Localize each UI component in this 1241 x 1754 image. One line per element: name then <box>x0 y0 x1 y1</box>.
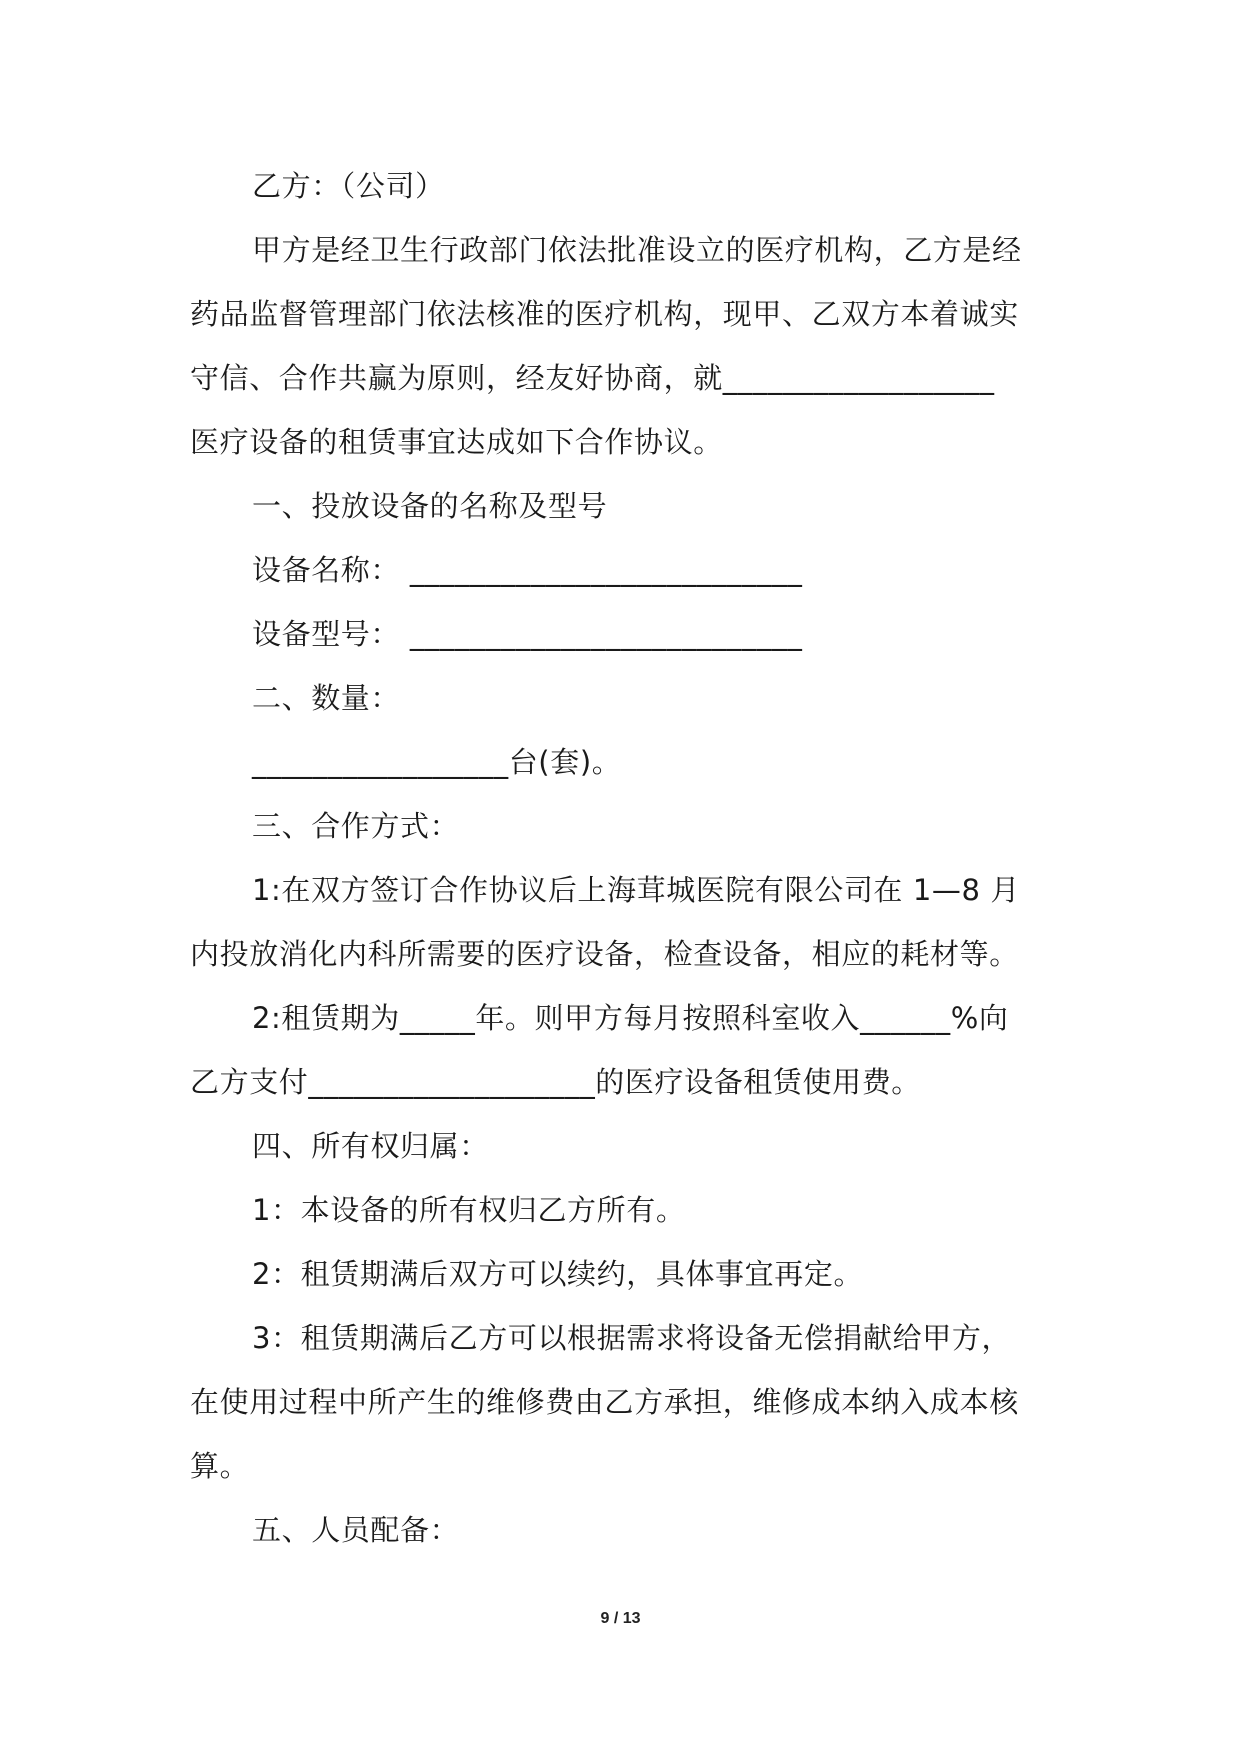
paragraph-line: 甲方是经卫生行政部门依法批准设立的医疗机构，乙方是经 <box>252 233 1022 267</box>
paragraph-line: 2：租赁期满后双方可以续约，具体事宜再定。 <box>252 1257 864 1291</box>
party-b-line: 乙方：（公司） <box>252 169 445 203</box>
section-heading: 二、数量： <box>252 681 401 715</box>
paragraph-line: 在使用过程中所产生的维修费由乙方承担，维修成本纳入成本核 <box>190 1385 1019 1419</box>
page-number: 9 / 13 <box>600 1610 641 1627</box>
paragraph-line: 乙方支付___________________的医疗设备租赁使用费。 <box>190 1065 921 1099</box>
section-heading: 三、合作方式： <box>252 809 460 843</box>
paragraph-line: 3：租赁期满后乙方可以根据需求将设备无偿捐献给甲方， <box>252 1321 1012 1355</box>
device-name-line: 设备名称： __________________________ <box>252 553 803 587</box>
quantity-line: _________________台(套)。 <box>252 745 622 779</box>
section-heading: 四、所有权归属： <box>252 1129 489 1163</box>
paragraph-line: 守信、合作共赢为原则，经友好协商，就__________________ <box>190 361 995 395</box>
paragraph-line: 药品监督管理部门依法核准的医疗机构，现甲、乙双方本着诚实 <box>190 297 1019 331</box>
paragraph-line: 2:租赁期为_____年。则甲方每月按照科室收入______%向 <box>252 1001 1009 1035</box>
paragraph-line: 1:在双方签订合作协议后上海茸城医院有限公司在 1—8 月 <box>252 873 1020 907</box>
paragraph-line: 算。 <box>190 1449 250 1483</box>
section-heading: 一、投放设备的名称及型号 <box>252 489 608 523</box>
section-heading: 五、人员配备： <box>252 1513 460 1547</box>
paragraph-line: 1：本设备的所有权归乙方所有。 <box>252 1193 686 1227</box>
paragraph-line: 内投放消化内科所需要的医疗设备，检查设备，相应的耗材等。 <box>190 937 1019 971</box>
paragraph-line: 医疗设备的租赁事宜达成如下合作协议。 <box>190 425 723 459</box>
device-model-line: 设备型号： __________________________ <box>252 617 803 651</box>
